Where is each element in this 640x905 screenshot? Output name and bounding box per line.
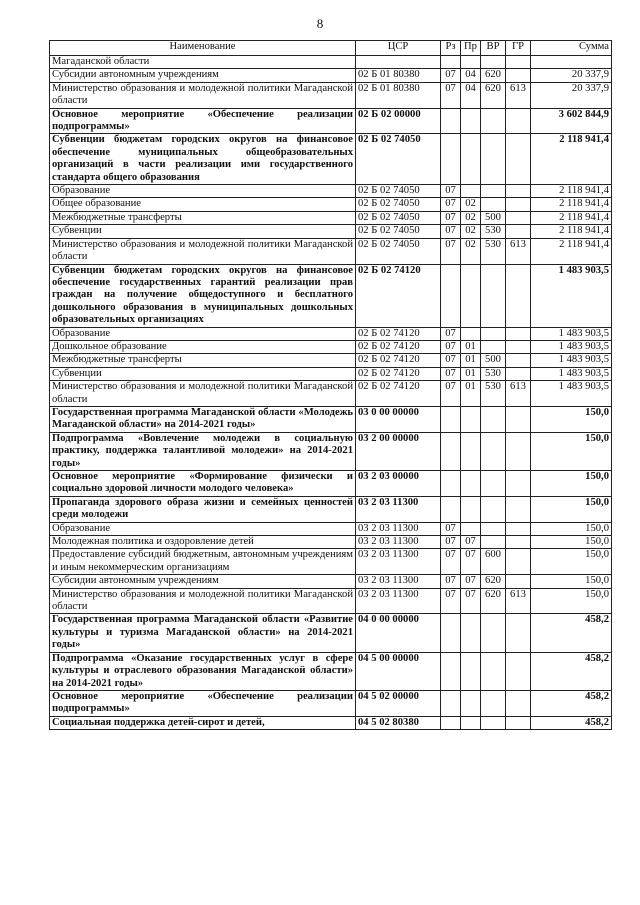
cell-sum: 2 118 941,4 bbox=[531, 198, 612, 211]
cell-csr: 04 5 02 00000 bbox=[356, 690, 441, 716]
cell-sum: 2 118 941,4 bbox=[531, 134, 612, 185]
cell-pr: 07 bbox=[461, 575, 481, 588]
cell-vr: 600 bbox=[481, 549, 506, 575]
cell-name: Субвенции бюджетам городских округов на финансовое обеспечение муниципальных общеобразовательных организаций в части реализации ими государственного стандарта общего образования bbox=[50, 134, 356, 185]
cell-gr bbox=[506, 522, 531, 535]
cell-rz bbox=[441, 471, 461, 497]
cell-sum: 458,2 bbox=[531, 614, 612, 652]
table-row bbox=[50, 327, 612, 340]
cell-name: Государственная программа Магаданской области «Молодежь Магаданской области» на 2014-2021 годы» bbox=[50, 406, 356, 432]
cell-gr bbox=[506, 211, 531, 224]
cell-pr: 07 bbox=[461, 536, 481, 549]
cell-rz: 07 bbox=[441, 82, 461, 108]
cell-gr bbox=[506, 108, 531, 134]
cell-sum: 150,0 bbox=[531, 588, 612, 614]
table-row bbox=[50, 82, 612, 108]
cell-pr: 02 bbox=[461, 225, 481, 238]
cell-name: Государственная программа Магаданской области «Развитие культуры и туризма Магаданской области» на 2014-2021 годы» bbox=[50, 614, 356, 652]
cell-rz bbox=[441, 652, 461, 690]
cell-csr: 03 2 03 11300 bbox=[356, 496, 441, 522]
cell-pr: 01 bbox=[461, 367, 481, 380]
cell-name: Подпрограмма «Оказание государственных услуг в сфере культуры и отраслевого образования Магаданской области» на 2014-2021 годы» bbox=[50, 652, 356, 690]
header-pr: Пр bbox=[461, 41, 481, 56]
cell-name: Межбюджетные трансферты bbox=[50, 211, 356, 224]
header-rz: Рз bbox=[441, 41, 461, 56]
cell-vr bbox=[481, 198, 506, 211]
table-row bbox=[50, 614, 612, 652]
cell-sum: 150,0 bbox=[531, 432, 612, 470]
cell-vr bbox=[481, 536, 506, 549]
cell-pr: 04 bbox=[461, 69, 481, 82]
cell-sum: 2 118 941,4 bbox=[531, 238, 612, 264]
cell-name: Министерство образования и молодежной политики Магаданской области bbox=[50, 82, 356, 108]
cell-sum: 1 483 903,5 bbox=[531, 367, 612, 380]
table-row bbox=[50, 69, 612, 82]
cell-name: Образование bbox=[50, 522, 356, 535]
cell-rz bbox=[441, 432, 461, 470]
cell-sum: 150,0 bbox=[531, 406, 612, 432]
cell-pr bbox=[461, 134, 481, 185]
cell-rz: 07 bbox=[441, 211, 461, 224]
cell-sum: 458,2 bbox=[531, 690, 612, 716]
cell-rz: 07 bbox=[441, 588, 461, 614]
table-row bbox=[50, 238, 612, 264]
cell-csr: 03 2 03 11300 bbox=[356, 588, 441, 614]
cell-sum: 2 118 941,4 bbox=[531, 225, 612, 238]
cell-pr: 04 bbox=[461, 82, 481, 108]
cell-vr bbox=[481, 185, 506, 198]
table-row bbox=[50, 652, 612, 690]
cell-pr bbox=[461, 56, 481, 69]
cell-rz bbox=[441, 406, 461, 432]
cell-gr bbox=[506, 367, 531, 380]
cell-vr: 620 bbox=[481, 82, 506, 108]
table-row bbox=[50, 108, 612, 134]
cell-rz bbox=[441, 690, 461, 716]
cell-rz: 07 bbox=[441, 198, 461, 211]
cell-csr: 02 Б 02 74050 bbox=[356, 198, 441, 211]
cell-sum: 1 483 903,5 bbox=[531, 354, 612, 367]
cell-rz bbox=[441, 614, 461, 652]
header-gr: ГР bbox=[506, 41, 531, 56]
cell-name: Общее образование bbox=[50, 198, 356, 211]
cell-vr bbox=[481, 264, 506, 327]
cell-name: Основное мероприятие «Формирование физически и социально здоровой личности молодого человека» bbox=[50, 471, 356, 497]
table-row bbox=[50, 406, 612, 432]
cell-csr: 02 Б 02 74050 bbox=[356, 238, 441, 264]
cell-gr bbox=[506, 134, 531, 185]
table-row bbox=[50, 496, 612, 522]
cell-pr: 02 bbox=[461, 198, 481, 211]
cell-csr: 04 5 02 80380 bbox=[356, 716, 441, 729]
cell-gr bbox=[506, 575, 531, 588]
table-row bbox=[50, 264, 612, 327]
cell-pr: 02 bbox=[461, 211, 481, 224]
cell-csr: 04 0 00 00000 bbox=[356, 614, 441, 652]
cell-sum: 150,0 bbox=[531, 549, 612, 575]
cell-pr bbox=[461, 327, 481, 340]
cell-rz: 07 bbox=[441, 185, 461, 198]
header-vr: ВР bbox=[481, 41, 506, 56]
table-row bbox=[50, 56, 612, 69]
cell-gr bbox=[506, 264, 531, 327]
cell-csr: 03 0 00 00000 bbox=[356, 406, 441, 432]
cell-csr: 02 Б 02 74050 bbox=[356, 225, 441, 238]
cell-vr: 530 bbox=[481, 381, 506, 407]
cell-pr bbox=[461, 522, 481, 535]
cell-vr bbox=[481, 652, 506, 690]
table-row bbox=[50, 575, 612, 588]
cell-pr: 02 bbox=[461, 238, 481, 264]
cell-vr: 500 bbox=[481, 211, 506, 224]
cell-sum: 2 118 941,4 bbox=[531, 185, 612, 198]
cell-name: Министерство образования и молодежной политики Магаданской области bbox=[50, 238, 356, 264]
cell-gr: 613 bbox=[506, 588, 531, 614]
cell-rz bbox=[441, 264, 461, 327]
cell-vr bbox=[481, 327, 506, 340]
cell-rz: 07 bbox=[441, 536, 461, 549]
cell-gr bbox=[506, 652, 531, 690]
cell-rz: 07 bbox=[441, 549, 461, 575]
header-name: Наименование bbox=[50, 41, 356, 56]
cell-rz: 07 bbox=[441, 367, 461, 380]
cell-rz: 07 bbox=[441, 327, 461, 340]
cell-gr bbox=[506, 340, 531, 353]
cell-gr bbox=[506, 198, 531, 211]
cell-name: Основное мероприятие «Обеспечение реализации подпрограммы» bbox=[50, 108, 356, 134]
cell-gr: 613 bbox=[506, 238, 531, 264]
cell-name: Магаданской области bbox=[50, 56, 356, 69]
cell-csr: 02 Б 01 80380 bbox=[356, 69, 441, 82]
cell-csr: 03 2 03 11300 bbox=[356, 522, 441, 535]
cell-rz: 07 bbox=[441, 69, 461, 82]
cell-sum: 2 118 941,4 bbox=[531, 211, 612, 224]
cell-pr bbox=[461, 716, 481, 729]
cell-sum: 1 483 903,5 bbox=[531, 327, 612, 340]
cell-vr bbox=[481, 716, 506, 729]
cell-pr bbox=[461, 652, 481, 690]
cell-csr: 03 2 03 11300 bbox=[356, 575, 441, 588]
cell-rz: 07 bbox=[441, 575, 461, 588]
header-sum: Сумма bbox=[531, 41, 612, 56]
cell-csr: 02 Б 02 74120 bbox=[356, 367, 441, 380]
cell-name: Субсидии автономным учреждениям bbox=[50, 575, 356, 588]
cell-vr bbox=[481, 340, 506, 353]
cell-vr: 620 bbox=[481, 575, 506, 588]
cell-vr bbox=[481, 432, 506, 470]
cell-csr: 04 5 00 00000 bbox=[356, 652, 441, 690]
cell-rz: 07 bbox=[441, 522, 461, 535]
cell-gr bbox=[506, 69, 531, 82]
cell-name: Образование bbox=[50, 185, 356, 198]
cell-vr bbox=[481, 471, 506, 497]
cell-sum: 1 483 903,5 bbox=[531, 264, 612, 327]
cell-csr: 02 Б 02 74120 bbox=[356, 340, 441, 353]
cell-gr bbox=[506, 354, 531, 367]
cell-name: Социальная поддержка детей-сирот и детей, bbox=[50, 716, 356, 729]
cell-name: Субвенции bbox=[50, 367, 356, 380]
table-row bbox=[50, 367, 612, 380]
table-row bbox=[50, 134, 612, 185]
cell-gr bbox=[506, 327, 531, 340]
cell-pr: 01 bbox=[461, 354, 481, 367]
cell-gr: 613 bbox=[506, 82, 531, 108]
cell-rz bbox=[441, 134, 461, 185]
cell-vr bbox=[481, 522, 506, 535]
cell-csr: 02 Б 02 00000 bbox=[356, 108, 441, 134]
cell-sum: 1 483 903,5 bbox=[531, 381, 612, 407]
cell-name: Министерство образования и молодежной политики Магаданской области bbox=[50, 381, 356, 407]
cell-rz bbox=[441, 496, 461, 522]
cell-gr bbox=[506, 536, 531, 549]
cell-name: Министерство образования и молодежной политики Магаданской области bbox=[50, 588, 356, 614]
table-row bbox=[50, 340, 612, 353]
table-row bbox=[50, 381, 612, 407]
cell-name: Образование bbox=[50, 327, 356, 340]
cell-vr: 500 bbox=[481, 354, 506, 367]
cell-pr bbox=[461, 264, 481, 327]
cell-gr bbox=[506, 471, 531, 497]
cell-csr: 02 Б 02 74120 bbox=[356, 354, 441, 367]
cell-vr bbox=[481, 56, 506, 69]
cell-csr: 02 Б 01 80380 bbox=[356, 82, 441, 108]
cell-csr: 02 Б 02 74050 bbox=[356, 211, 441, 224]
cell-gr bbox=[506, 716, 531, 729]
header-csr: ЦСР bbox=[356, 41, 441, 56]
cell-gr bbox=[506, 549, 531, 575]
cell-rz: 07 bbox=[441, 354, 461, 367]
table-row bbox=[50, 536, 612, 549]
cell-sum: 458,2 bbox=[531, 716, 612, 729]
cell-pr bbox=[461, 690, 481, 716]
cell-name: Пропаганда здорового образа жизни и семейных ценностей среди молодежи bbox=[50, 496, 356, 522]
cell-vr: 530 bbox=[481, 367, 506, 380]
cell-sum: 150,0 bbox=[531, 536, 612, 549]
cell-rz bbox=[441, 716, 461, 729]
cell-vr: 620 bbox=[481, 69, 506, 82]
table-row bbox=[50, 354, 612, 367]
cell-rz bbox=[441, 56, 461, 69]
cell-csr: 02 Б 02 74050 bbox=[356, 185, 441, 198]
cell-pr bbox=[461, 108, 481, 134]
cell-vr: 530 bbox=[481, 225, 506, 238]
table-header-row bbox=[50, 41, 612, 56]
cell-pr bbox=[461, 406, 481, 432]
table-row bbox=[50, 549, 612, 575]
cell-csr: 02 Б 02 74120 bbox=[356, 327, 441, 340]
cell-gr bbox=[506, 432, 531, 470]
cell-sum: 150,0 bbox=[531, 575, 612, 588]
budget-table bbox=[49, 40, 612, 730]
cell-rz: 07 bbox=[441, 381, 461, 407]
cell-csr: 03 2 03 11300 bbox=[356, 536, 441, 549]
cell-gr: 613 bbox=[506, 381, 531, 407]
cell-pr: 01 bbox=[461, 340, 481, 353]
cell-sum: 458,2 bbox=[531, 652, 612, 690]
cell-name: Подпрограмма «Вовлечение молодежи в социальную практику, поддержка талантливой молодежи» на 2014-2021 годы» bbox=[50, 432, 356, 470]
cell-pr bbox=[461, 471, 481, 497]
cell-sum: 150,0 bbox=[531, 471, 612, 497]
cell-gr bbox=[506, 185, 531, 198]
cell-rz: 07 bbox=[441, 225, 461, 238]
cell-pr: 07 bbox=[461, 588, 481, 614]
cell-csr: 02 Б 02 74120 bbox=[356, 381, 441, 407]
cell-sum: 1 483 903,5 bbox=[531, 340, 612, 353]
page-number: 8 bbox=[316, 16, 324, 31]
cell-csr: 03 2 03 00000 bbox=[356, 471, 441, 497]
table-row bbox=[50, 588, 612, 614]
cell-name: Предоставление субсидий бюджетным, автономным учреждениям и иным некоммерческим организациям bbox=[50, 549, 356, 575]
cell-gr bbox=[506, 496, 531, 522]
table-row bbox=[50, 471, 612, 497]
cell-name: Субвенции бюджетам городских округов на финансовое обеспечение государственных гарантий реализации прав граждан на получение общедоступного и бесплатного дошкольного образования в муниципальных дошкольных образовательных организациях bbox=[50, 264, 356, 327]
cell-gr bbox=[506, 690, 531, 716]
cell-name: Межбюджетные трансферты bbox=[50, 354, 356, 367]
cell-pr bbox=[461, 614, 481, 652]
cell-csr: 02 Б 02 74120 bbox=[356, 264, 441, 327]
cell-csr: 02 Б 02 74050 bbox=[356, 134, 441, 185]
cell-pr: 01 bbox=[461, 381, 481, 407]
cell-name: Субсидии автономным учреждениям bbox=[50, 69, 356, 82]
table-row bbox=[50, 225, 612, 238]
table-row bbox=[50, 198, 612, 211]
cell-rz: 07 bbox=[441, 238, 461, 264]
cell-sum: 20 337,9 bbox=[531, 69, 612, 82]
table-row bbox=[50, 690, 612, 716]
cell-vr bbox=[481, 108, 506, 134]
cell-csr: 03 2 00 00000 bbox=[356, 432, 441, 470]
cell-vr: 530 bbox=[481, 238, 506, 264]
cell-name: Субвенции bbox=[50, 225, 356, 238]
cell-gr bbox=[506, 406, 531, 432]
cell-sum: 3 602 844,9 bbox=[531, 108, 612, 134]
cell-rz: 07 bbox=[441, 340, 461, 353]
table-row bbox=[50, 185, 612, 198]
table-row bbox=[50, 432, 612, 470]
cell-vr bbox=[481, 406, 506, 432]
cell-vr bbox=[481, 614, 506, 652]
cell-sum: 150,0 bbox=[531, 496, 612, 522]
cell-csr: 03 2 03 11300 bbox=[356, 549, 441, 575]
table-row bbox=[50, 211, 612, 224]
cell-vr bbox=[481, 496, 506, 522]
cell-name: Молодежная политика и оздоровление детей bbox=[50, 536, 356, 549]
cell-gr bbox=[506, 614, 531, 652]
cell-gr bbox=[506, 225, 531, 238]
cell-gr bbox=[506, 56, 531, 69]
cell-csr bbox=[356, 56, 441, 69]
cell-sum bbox=[531, 56, 612, 69]
cell-name: Основное мероприятие «Обеспечение реализации подпрограммы» bbox=[50, 690, 356, 716]
table-row bbox=[50, 522, 612, 535]
table-row bbox=[50, 716, 612, 729]
cell-name: Дошкольное образование bbox=[50, 340, 356, 353]
cell-pr bbox=[461, 432, 481, 470]
cell-pr bbox=[461, 185, 481, 198]
cell-vr bbox=[481, 134, 506, 185]
cell-vr bbox=[481, 690, 506, 716]
cell-rz bbox=[441, 108, 461, 134]
cell-sum: 150,0 bbox=[531, 522, 612, 535]
cell-pr bbox=[461, 496, 481, 522]
cell-sum: 20 337,9 bbox=[531, 82, 612, 108]
cell-vr: 620 bbox=[481, 588, 506, 614]
cell-pr: 07 bbox=[461, 549, 481, 575]
